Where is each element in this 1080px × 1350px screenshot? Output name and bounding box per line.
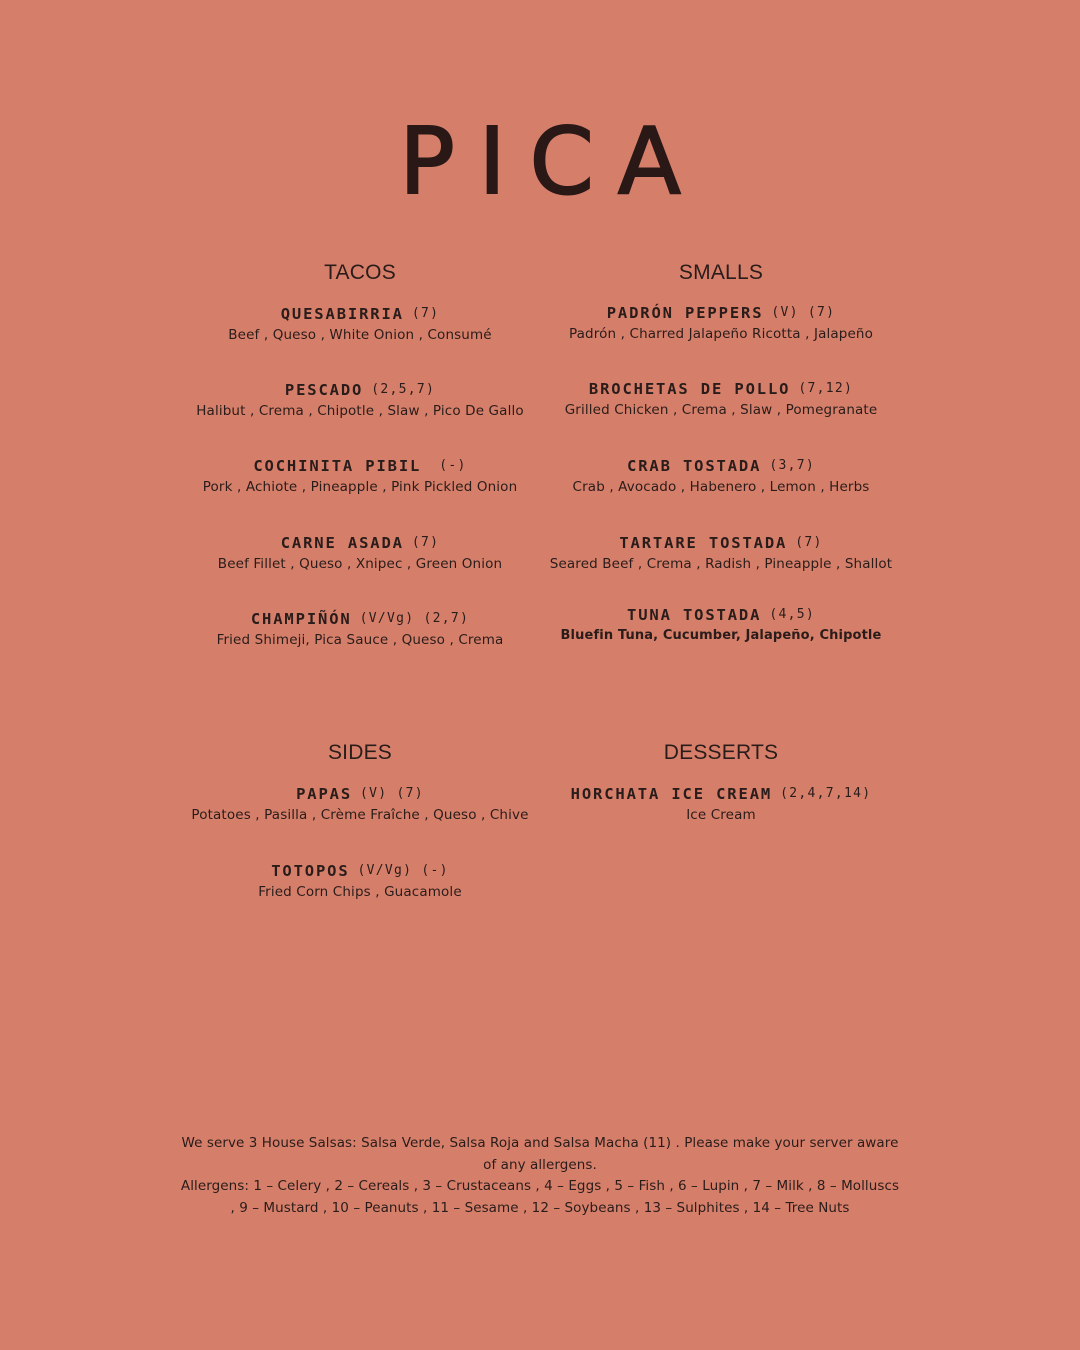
menu-item [540,605,902,645]
item-allergens: (V) (7) [360,786,424,801]
menu-item [540,784,902,824]
item-description: Fried Shimeji, Pica Sauce , Queso , Crema [216,632,504,648]
allergen-legend: Allergens: 1 – Celery , 2 – Cereals , 3 – Crustaceans , 4 – Eggs , 5 – Fish , 6 – Lupin , 7 – Milk , 8 – Molluscs , 9 – Mustard , 10 – Peanuts , 11 – Sesame , 12 – Soybeans , 13 – Sulphites , 14 – Tree Nuts [180,1178,900,1216]
item-allergens: (-) [439,458,467,473]
item-name: TARTARE TOSTADA [619,534,788,552]
item-allergens: (3,7) [769,458,815,473]
item-description: Potatoes , Pasilla , Crème Fraîche , Queso , Chive [191,807,529,823]
menu-item [180,861,540,901]
restaurant-logo: PICA [399,108,705,215]
item-allergens: (4,5) [769,607,815,622]
allergen-footer [180,1133,900,1219]
item-description: Pork , Achiote , Pineapple , Pink Pickled Onion [202,479,518,495]
menu-item [180,609,540,649]
item-name: CARNE ASADA [280,534,404,552]
item-description: Beef , Queso , White Onion , Consumé [228,327,492,343]
section-title: SIDES [327,741,393,764]
section-desserts [540,740,902,840]
item-description: Ice Cream [686,807,756,823]
item-description: Beef Fillet , Queso , Xnipec , Green Onion [217,556,503,572]
item-allergens: (7) [795,535,823,550]
item-allergens: (7) [411,306,440,321]
item-name: QUESABIRRIA [280,305,404,323]
item-name: TOTOPOS [271,862,350,880]
item-name: TUNA TOSTADA [627,606,762,624]
item-description: Fried Corn Chips , Guacamole [258,884,462,900]
item-description: Grilled Chicken , Crema , Slaw , Pomegranate [564,402,878,418]
section-tacos [180,260,540,660]
item-allergens: (V/Vg) (2,7) [359,611,470,626]
section-smalls [540,260,902,660]
item-name: HORCHATA ICE CREAM [570,785,773,803]
item-description: Bluefin Tuna, Cucumber, Jalapeño, Chipotle [560,628,882,643]
section-title: DESSERTS [663,741,779,764]
salsa-note: We serve 3 House Salsas: Salsa Verde, Salsa Roja and Salsa Macha (11) . Please make your server aware of any allergens. [181,1135,899,1173]
item-description: Padrón , Charred Jalapeño Ricotta , Jalapeño [568,326,874,342]
item-description: Crab , Avocado , Habenero , Lemon , Herbs [572,479,870,495]
item-name: CHAMPIÑÓN [250,610,352,628]
item-allergens: (2,4,7,14) [780,786,872,801]
item-allergens: (V) (7) [771,305,836,320]
item-description: Halibut , Crema , Chipotle , Slaw , Pico De Gallo [196,403,524,419]
item-name: PADRÓN PEPPERS [606,304,764,322]
section-title: TACOS [324,261,396,284]
menu-item [540,533,902,573]
section-sides [180,740,540,910]
menu-item [540,379,902,419]
item-allergens: (7,12) [798,381,854,396]
menu-item [540,303,902,343]
item-description: Seared Beef , Crema , Radish , Pineapple , Shallot [549,556,893,572]
item-allergens: (2,5,7) [371,382,436,397]
menu-item [180,380,540,420]
item-name: COCHINITA PIBIL [253,457,422,475]
menu-item [180,533,540,573]
item-name: CRAB TOSTADA [627,457,762,475]
menu-item [180,456,540,496]
menu-item [180,784,540,824]
menu-item [540,456,902,496]
menu-item [180,304,540,344]
item-name: PAPAS [296,785,353,803]
item-allergens: (V/Vg) (-) [357,863,449,878]
section-title: SMALLS [678,261,764,284]
item-name: PESCADO [284,381,364,399]
item-allergens: (7) [411,535,440,550]
item-name: BROCHETAS DE POLLO [588,380,791,398]
